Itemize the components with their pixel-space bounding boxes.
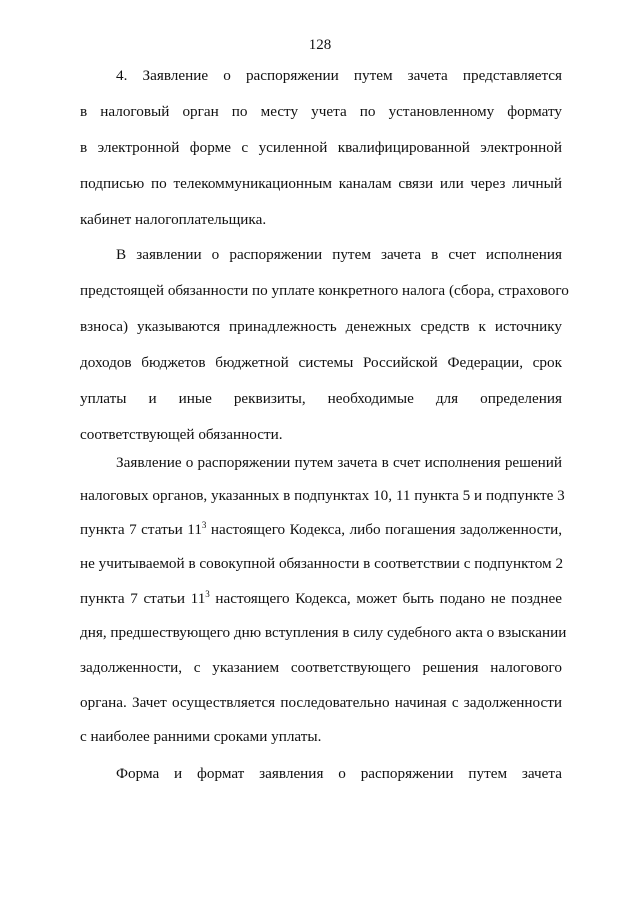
text-segment: пункта 7 статьи 11 [80, 521, 202, 538]
text-line: в налоговый орган по месту учета по установленному формату [80, 103, 562, 120]
text-line: органа. Зачет осуществляется последовательно начиная с задолженности [80, 694, 562, 711]
text-line: с наиболее ранними сроками уплаты. [80, 728, 322, 745]
text-line: доходов бюджетов бюджетной системы Российской Федерации, срок [80, 354, 562, 371]
text-line: задолженности, с указанием соответствующего решения налогового [80, 659, 562, 676]
text-line: уплаты и иные реквизиты, необходимые для определения [80, 390, 562, 407]
text-line: в электронной форме с усиленной квалифицированной электронной [80, 139, 562, 156]
text-line: Заявление о распоряжении путем зачета в счет исполнения решений [116, 454, 562, 471]
text-segment: настоящего Кодекса, либо погашения задолженности, [206, 521, 562, 538]
text-line [80, 590, 562, 608]
text-line: предстоящей обязанности по уплате конкретного налога (сбора, страхового [80, 282, 569, 299]
text-line: взноса) указываются принадлежность денежных средств к источнику [80, 318, 562, 335]
text-segment: настоящего Кодекса, может быть подано не позднее [209, 590, 562, 607]
text-line: соответствующей обязанности. [80, 426, 283, 443]
text-line: Форма и формат заявления о распоряжении путем зачета [116, 765, 562, 782]
text-line: налоговых органов, указанных в подпунктах 10, 11 пункта 5 и подпункте 3 [80, 487, 565, 504]
page-number: 128 [308, 37, 332, 53]
text-line: кабинет налогоплательщика. [80, 211, 267, 228]
text-line: В заявлении о распоряжении путем зачета в счет исполнения [116, 246, 562, 263]
text-line: не учитываемой в совокупной обязанности в соответствии с подпунктом 2 [80, 555, 564, 572]
text-line: 4. Заявление о распоряжении путем зачета представляется [116, 67, 562, 84]
text-line: дня, предшествующего дню вступления в силу судебного акта о взыскании [80, 624, 567, 641]
text-segment: пункта 7 статьи 11 [80, 590, 206, 607]
superscript: 3 [201, 519, 207, 530]
text-line: подписью по телекоммуникационным каналам связи или через личный [80, 175, 562, 192]
superscript: 3 [205, 588, 210, 599]
text-line [80, 521, 562, 539]
